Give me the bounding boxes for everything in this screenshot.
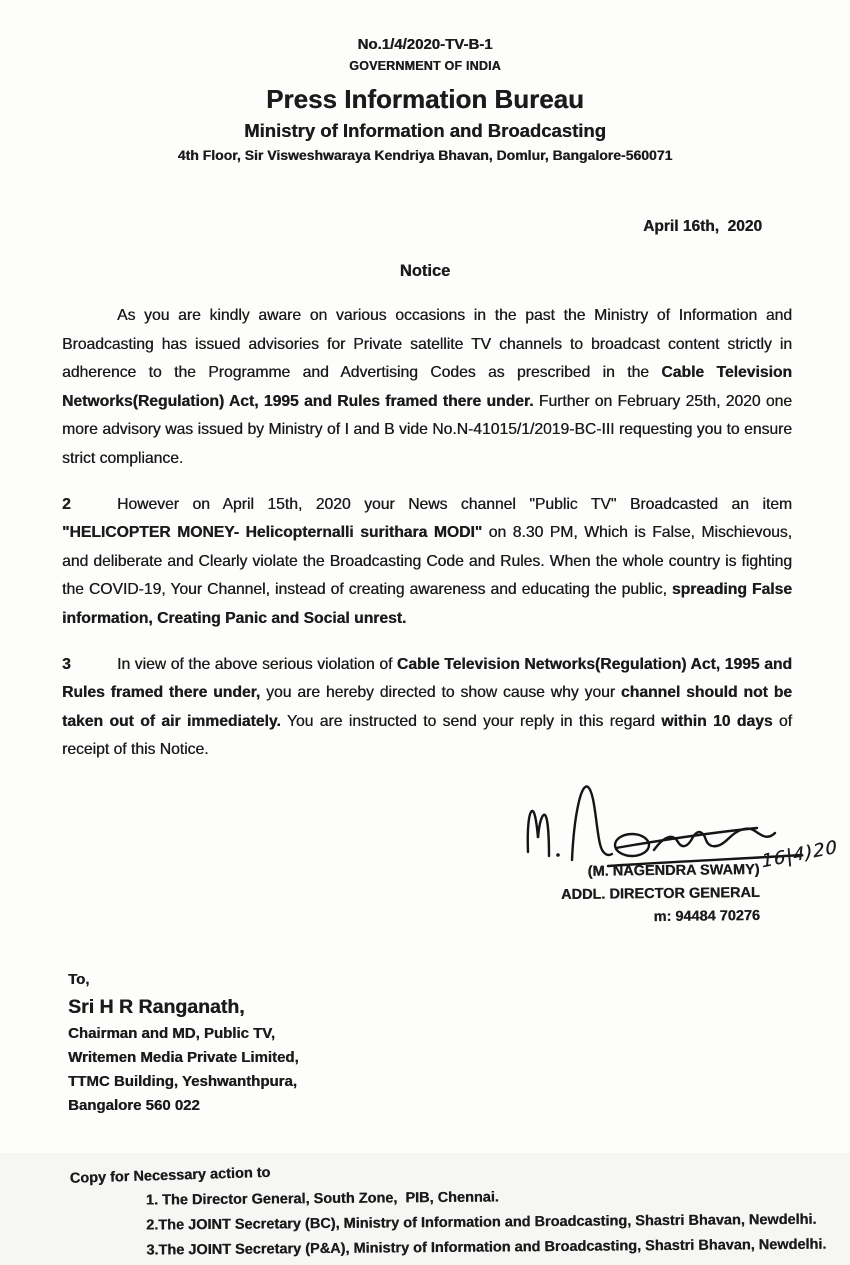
para1-act-citation: Cable Television Networks(Regulation) Act, 1995 and Rules framed there under. (62, 364, 792, 410)
signatory-name: (M. NAGENDRA SWAMY) (587, 861, 760, 880)
para3-warning: channel should not be taken out of air immediately. (62, 684, 792, 730)
paragraph-1 (62, 302, 792, 474)
para1-text: As you are kindly aware on various occasions in the past the Ministry of Information and Broadcasting has issued advisories for Private satellite TV channels to broadcast content strictly in adherence to the Programme and Advertising Codes as prescribed in the (62, 307, 792, 382)
para2-text-cont: on 8.30 PM, Which is False, Mischievous, and deliberate and Clearly violate the Broadcasting Code and Rules. When the whole country is fighting the COVID-19, Your Channel, instead of creating awareness and educating the public, (62, 524, 793, 599)
office-address: 4th Floor, Sir Visweshwaraya Kendriya Bhavan, Domlur, Bangalore-560071 (177, 147, 673, 163)
recipient-line-2: Chairman and MD, Public TV, (68, 1024, 275, 1042)
copy-item-3: 3.The JOINT Secretary (P&A), Ministry of Information and Broadcasting, Shastri Bhavan, Newdelhi. (146, 1236, 827, 1259)
signatory-block (561, 859, 760, 930)
ministry-line: Ministry of Information and Broadcasting (244, 120, 606, 141)
para3-number: 3 (62, 655, 71, 673)
para3-text-end: of receipt of this Notice. (62, 712, 793, 759)
para2-program-title: "HELICOPTER MONEY- Helicopternalli surithara MODI" (62, 524, 483, 542)
bureau-title: Press Information Bureau (266, 84, 584, 114)
para2-number: 2 (62, 495, 71, 513)
letter-date: April 16th, 2020 (643, 218, 762, 235)
recipient-line-5: Bangalore 560 022 (68, 1096, 200, 1114)
para2-emphasis: spreading False information, Creating Panic and Social unrest. (62, 581, 792, 627)
para3-deadline: within 10 days (661, 712, 773, 730)
para3-text-cont2: You are instructed to send your reply in this regard (280, 712, 662, 730)
signature-area (0, 782, 850, 934)
reference-number: No.1/4/2020-TV-B-1 (357, 36, 493, 53)
government-line: GOVERNMENT OF INDIA (349, 59, 501, 73)
para3-act-citation: Cable Television Networks(Regulation) Act, 1995 and Rules framed there under, (62, 655, 792, 702)
recipient-salutation: To, (68, 970, 90, 988)
para1-text-cont: Further on February 25th, 2020 one more advisory was issued by Ministry of I and B vide No.N-41015/1/2019-BC-III requesting you to ensure strict compliance. (62, 392, 792, 467)
copy-block (28, 1160, 850, 1264)
para3-text-cont: you are hereby directed to show cause why your (260, 684, 621, 702)
signatory-designation: ADDL. DIRECTOR GENERAL (561, 884, 761, 903)
handwritten-date: 16|4)20 (760, 836, 839, 873)
paragraph-3 (62, 651, 792, 765)
paragraph-2 (62, 491, 792, 634)
signatory-mobile: m: 94484 70276 (653, 907, 761, 925)
copy-heading: Copy for Necessary action to (69, 1164, 271, 1187)
copy-item-2: 2.The JOINT Secretary (BC), Ministry of Information and Broadcasting, Shastri Bhavan, Newdelhi. (146, 1211, 817, 1234)
recipient-block (68, 968, 850, 1118)
copy-list (146, 1182, 850, 1263)
copy-item-1: 1. The Director General, South Zone, PIB, Chennai. (145, 1189, 499, 1209)
para2-text: However on April 15th, 2020 your News channel "Public TV" Broadcasted an item (117, 495, 792, 513)
letterhead (0, 0, 850, 166)
recipient-name: Sri H R Ranganath, (68, 995, 245, 1018)
letter-body (62, 302, 792, 765)
notice-title: Notice (399, 262, 451, 280)
recipient-line-4: TTMC Building, Yeshwanthpura, (68, 1072, 297, 1090)
recipient-line-3: Writemen Media Private Limited, (68, 1048, 299, 1066)
para3-text: In view of the above serious violation of (117, 655, 397, 673)
